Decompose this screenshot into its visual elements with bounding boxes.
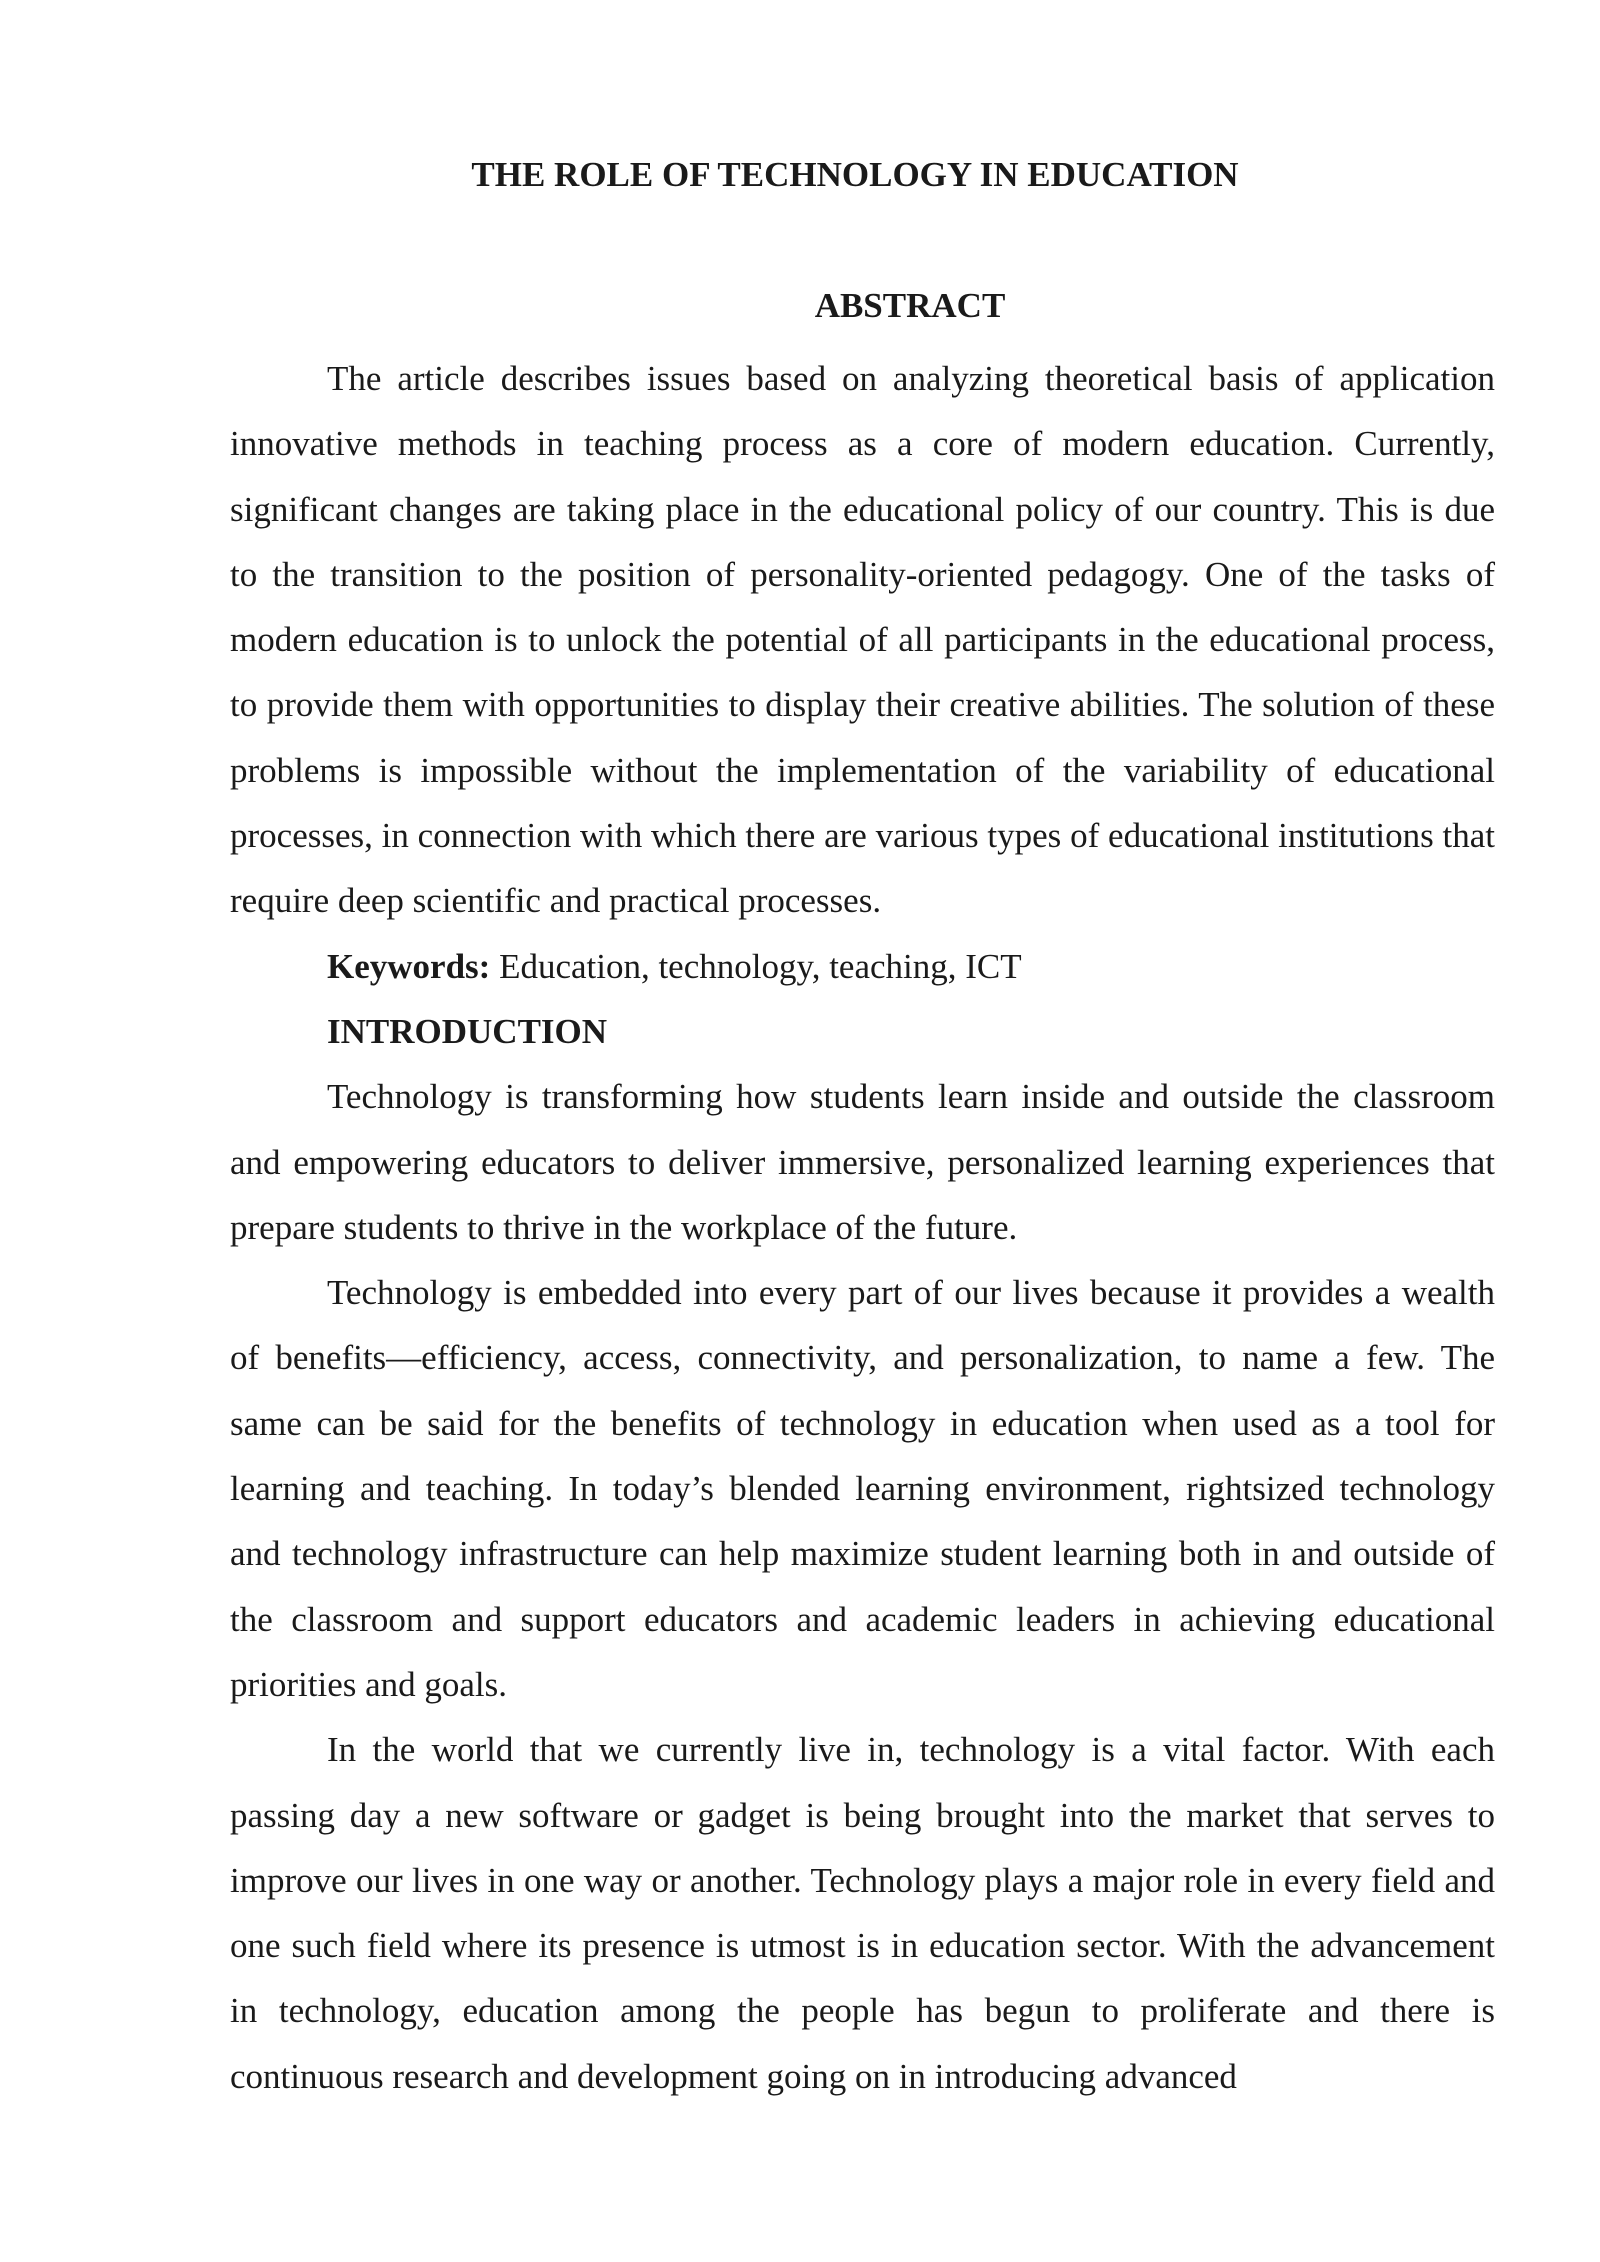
body-text: [230, 346, 1495, 2109]
keywords-list: Education, technology, teaching, ICT: [490, 946, 1022, 986]
introduction-heading: INTRODUCTION: [327, 1011, 608, 1051]
body-paragraph-3: In the world that we currently live in, technology is a vital factor. With each passing day a new software or gadget is being brought into the market that serves to improve our lives in one way or another. Technology plays a major role in every field and one such field where its presence is utmost is in education sector. With the advancement in technology, education among the people has begun to proliferate and there is continuous research and development going on in introducing advanced: [230, 1730, 1495, 2096]
keywords-label: Keywords:: [327, 946, 491, 986]
body-paragraph-1: Technology is transforming how students learn inside and outside the classroom and empowering educators to deliver immersive, personalized learning experiences that prepare students to thrive in the workplace of the future.: [230, 1077, 1495, 1247]
abstract-paragraph: The article describes issues based on analyzing theoretical basis of application innovative methods in teaching process as a core of modern education. Currently, significant changes are taking place in the educational policy of our country. This is due to the transition to the position of personality-oriented pedagogy. One of the tasks of modern education is to unlock the potential of all participants in the educational process, to provide them with opportunities to display their creative abilities. The solution of these problems is impossible without the implementation of the variability of educational processes, in connection with which there are various types of educational institutions that require deep scientific and practical processes.: [230, 359, 1495, 921]
abstract-heading: ABSTRACT: [814, 286, 1006, 325]
keywords-line: [230, 934, 1495, 999]
body-paragraph-2: Technology is embedded into every part of our lives because it provides a wealth of benefits—efficiency, access, connectivity, and personalization, to name a few. The same can be said for the benefits of technology in education when used as a tool for learning and teaching. In today’s blended learning environment, rightsized technology and technology infrastructure can help maximize student learning both in and outside of the classroom and support educators and academic leaders in achieving educational priorities and goals.: [230, 1273, 1495, 1704]
paper-title: THE ROLE OF TECHNOLOGY IN EDUCATION: [471, 155, 1239, 194]
